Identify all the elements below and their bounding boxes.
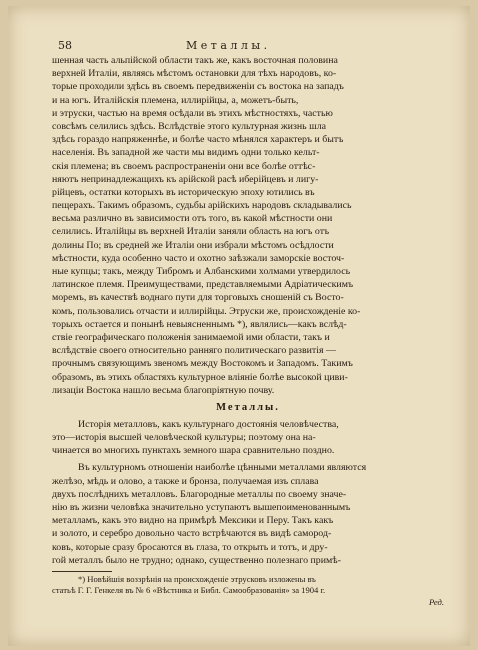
text-line: вслѣдствіе своего относительно ранняго политическаго развитія — bbox=[52, 345, 336, 357]
text-line: гой металлъ было не трудно; однако, существенно полезнаго примѣ- bbox=[52, 554, 341, 566]
body-text bbox=[52, 54, 444, 608]
footnote-line: статьѣ Г. Г. Генкеля въ № 6 «Вѣстника и Библ. Самообразованія» за 1904 г. bbox=[52, 585, 326, 596]
footnote-line: *) Новѣйшія воззрѣнія на происхожденіе этрусковъ изложены въ bbox=[78, 573, 316, 584]
paragraph-1 bbox=[52, 54, 444, 397]
text-line: прочнымъ связующимъ звеномъ между Востокомъ и Западомъ. Такимъ bbox=[52, 358, 353, 370]
text-line: Исторія металловъ, какъ культурнаго достоянія человѣчества, bbox=[78, 418, 339, 430]
text-line: моремъ, въ качествѣ воднаго пути для торговыхъ сношеній съ Восто- bbox=[52, 292, 344, 304]
text-line: ковъ, которые сразу бросаются въ глаза, то открыть и тотъ, и дру- bbox=[52, 541, 328, 553]
text-line: шенная часть альпійской области такъ же, какъ восточная половина bbox=[52, 55, 338, 66]
text-line: няютъ непринадлежащихъ къ арійской расѣ иберійцевъ и лигу- bbox=[52, 173, 319, 185]
text-line: верхней Италіи, являясь мѣстомъ остановки для тѣхъ народовъ, ко- bbox=[52, 68, 337, 80]
text-line: металламъ, какъ это видно на примѣрѣ Мексики и Перу. Такъ какъ bbox=[52, 515, 334, 527]
text-line: пещерахъ. Такимъ образомъ, судьбы арійскихъ народовъ складывались bbox=[52, 200, 352, 212]
text-line: чинается во многихъ пунктахъ земного шара сравнительно поздно. bbox=[52, 445, 335, 457]
text-line: нію въ жизни человѣка значительно уступаютъ вышепоименованнымъ bbox=[52, 502, 351, 513]
paragraph-3 bbox=[52, 461, 444, 567]
text-line: здѣсь гораздо напряженнѣе, и болѣе часто мѣнялся характеръ и бытъ bbox=[52, 134, 344, 146]
text-line: торые проходили здѣсь въ своемъ передвиженіи съ востока на западъ bbox=[52, 81, 344, 93]
text-line: двухъ послѣднихъ металловъ. Благородные металлы по своему значе- bbox=[52, 488, 347, 500]
text-line: комъ, пользовались отчасти и иллирійцы. Этруски же, происхожденіе ко- bbox=[52, 305, 361, 317]
text-line: и золото, и серебро довольно часто встрѣчаются въ видѣ самород- bbox=[52, 528, 332, 540]
running-title: Металлы. bbox=[186, 39, 271, 52]
text-line: лизаціи Востока нашло весьма благопріятную почву. bbox=[52, 384, 275, 396]
footnote bbox=[52, 574, 444, 608]
text-line: мѣстности, куда особенно часто и охотно заѣзжали заморскіе восточ- bbox=[52, 252, 345, 264]
text-line: долины По; въ средней же Италіи они избрали мѣстомъ осѣдлости bbox=[52, 239, 334, 251]
text-line: это—исторія высшей человѣческой культуры; поэтому она на- bbox=[52, 432, 316, 444]
footnote-divider bbox=[52, 571, 112, 572]
text-line: Въ культурномъ отношеніи наиболѣе цѣнными металлами являются bbox=[78, 462, 367, 474]
text-line: и на югъ. Италійскія племена, иллирійцы, а, можетъ-быть, bbox=[52, 94, 299, 106]
text-line: скія племена; въ своемъ распространеніи они все болѣе оттѣс- bbox=[52, 160, 316, 172]
text-line: селились. Италійцы въ верхней Италіи заняли область на югъ отъ bbox=[52, 226, 330, 238]
page-header bbox=[58, 39, 450, 55]
section-heading: Металлы. bbox=[216, 401, 280, 413]
text-line: латинское племя. Преимуществами, представляемыми Адріатическимъ bbox=[52, 279, 354, 291]
text-line: желѣзо, мѣдь и олово, а также и бронза, получаемая изъ сплава bbox=[52, 475, 319, 487]
text-line: совсѣмъ селились здѣсь. Вслѣдствіе этого культурная жизнь шла bbox=[52, 120, 327, 132]
paragraph-2 bbox=[52, 418, 444, 458]
text-line: рійцевъ, остатки которыхъ въ историческую эпоху ютились въ bbox=[52, 186, 315, 198]
page-number: 58 bbox=[58, 39, 72, 52]
footnote-editor-mark: Ред. bbox=[428, 596, 444, 607]
text-line: ствіе географическаго положенія занимаемой ими области, такъ и bbox=[52, 331, 330, 343]
text-line: образомъ, въ этихъ областяхъ культурное вліяніе болѣе высокой циви- bbox=[52, 371, 348, 383]
text-line: торыхъ остается и понынѣ невыясненнымъ *), являлись—какъ вслѣд- bbox=[52, 318, 347, 330]
text-line: весьма различно въ зависимости отъ того, въ какой мѣстности они bbox=[52, 213, 333, 225]
text-line: ные купцы; такъ, между Тибромъ и Албанскими холмами утвердилось bbox=[52, 266, 351, 277]
text-line: населенія. Въ западной же части мы видимъ одни только кельт- bbox=[52, 147, 320, 159]
text-line: и этруски, частью на время осѣдали въ этихъ мѣстностяхъ, частью bbox=[52, 107, 333, 119]
